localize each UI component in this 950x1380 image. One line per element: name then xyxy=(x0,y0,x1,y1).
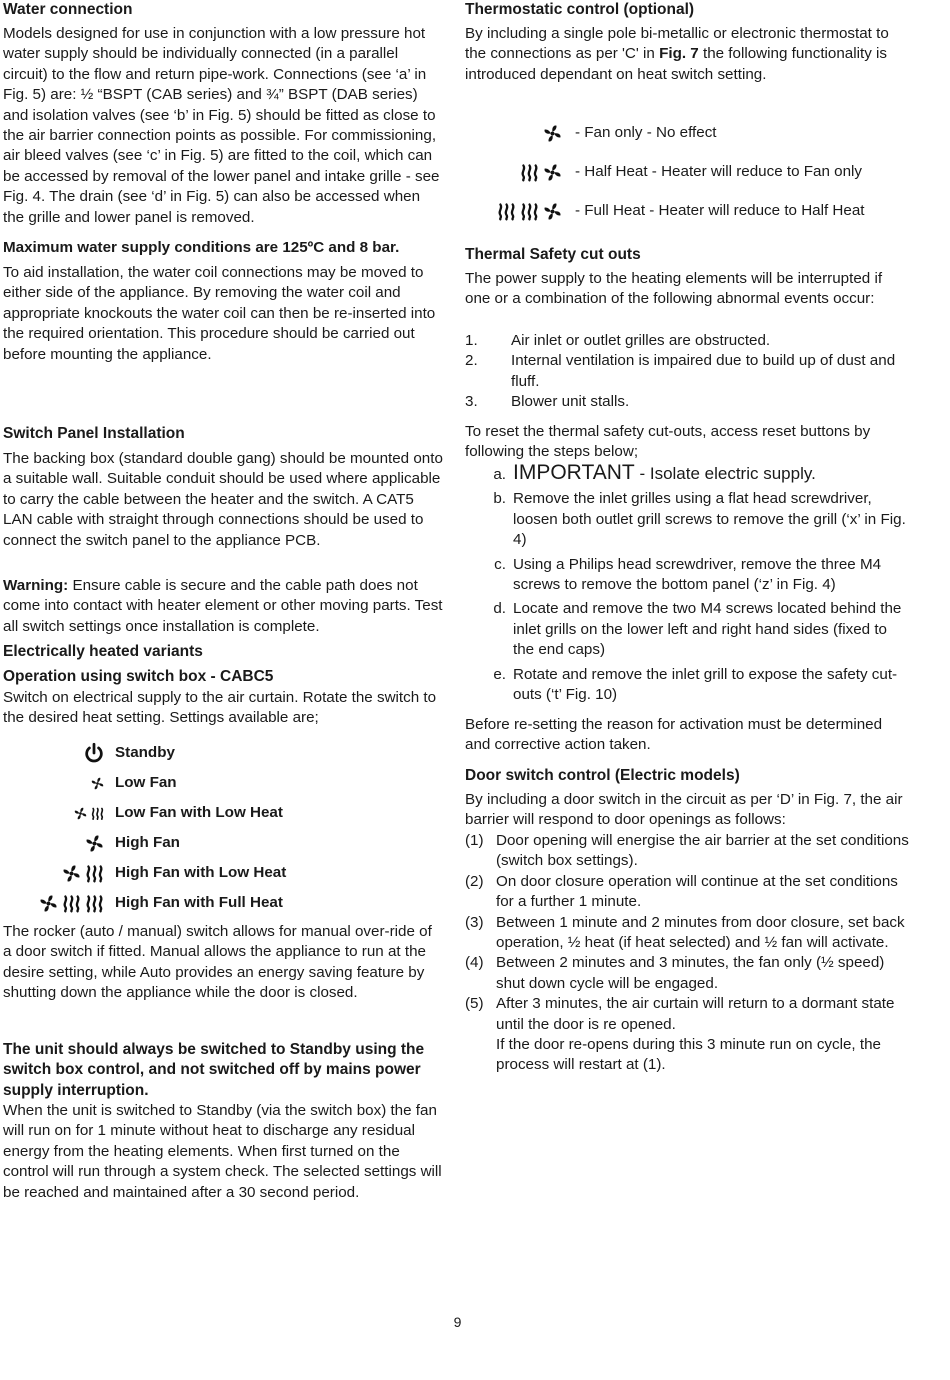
list-item xyxy=(465,463,910,485)
reset-steps-list xyxy=(465,463,910,709)
door-switch-list xyxy=(465,831,910,1076)
list-item xyxy=(465,599,910,660)
list-item xyxy=(465,913,910,954)
list-number: (2) xyxy=(465,872,484,890)
standby-paragraph: When the unit is switched to Standby (via the switch box) the fan will run on for 1 minute without heat to discharge any residual energy from the heating elements. When first turned on the control will run through a system check. The selected settings will be reached and maintained after a 30 second period. xyxy=(3,1102,442,1201)
list-text: Between 2 minutes and 3 minutes, the fan only (½ speed) shut down cycle will be engaged. xyxy=(496,954,885,992)
list-item xyxy=(465,831,910,872)
list-item xyxy=(465,489,910,550)
list-number: a. xyxy=(493,466,506,483)
fan-icon xyxy=(542,123,563,144)
list-text: - Isolate electric supply. xyxy=(634,464,816,483)
heat-icon xyxy=(519,201,540,222)
fan-icon xyxy=(84,833,105,854)
electric-variants-heading: Electrically heated variants xyxy=(3,643,203,660)
thermostat-table xyxy=(465,114,910,231)
important-label: IMPORTANT xyxy=(513,461,635,484)
list-text: Between 1 minute and 2 minutes from door closure, set back operation, ½ heat (if heat selected) and ½ fan will activate. xyxy=(496,913,905,952)
fig-reference: Fig. 7 xyxy=(659,45,699,63)
list-item xyxy=(465,665,910,706)
list-text: Locate and remove the two M4 screws located behind the inlet grills on the lower left and right hand sides (fixed to the end caps) xyxy=(513,600,902,659)
thermal-safety-heading: Thermal Safety cut outs xyxy=(465,246,641,263)
setting-low-fan xyxy=(3,768,443,798)
switch-box-subheading: Operation using switch box - CABC5 xyxy=(3,668,274,685)
list-text: After 3 minutes, the air curtain will return to a dormant state until the door is re opened. xyxy=(496,995,895,1033)
water-connection-paragraph: Models designed for use in conjunction with a low pressure hot water supply should be individually connected (in a parallel circuit) to the flow and return pipe-work. Connections (see ‘a’ in Fig. 5) are: ½ “BSPT (CAB series) and ¾” BSPT (DAB series) and isolation valves (see ‘b’ in Fig. 5) should be fitted as close to the air barrier connection points as possible. For commissioning, air bleed valves (see ‘c’ in Fig. 5) are fitted to the coil, which can be accessed by removal of the lower panel and intake grille - see Fig. 4. The drain (see ‘d’ in Fig. 5) can also be accessed when the grille and lower panel is removed. xyxy=(3,25,440,226)
list-number: (5) xyxy=(465,995,484,1013)
setting-label: High Fan with Full Heat xyxy=(115,893,283,911)
setting-label: Low Fan xyxy=(115,773,177,791)
setting-high-fan-full-heat xyxy=(3,888,443,918)
thermostat-row-text: - Fan only - No effect xyxy=(575,124,717,142)
setting-label: High Fan with Low Heat xyxy=(115,863,287,881)
fan-small-icon xyxy=(73,806,88,821)
fan-icon xyxy=(61,863,82,884)
switch-panel-paragraph: The backing box (standard double gang) should be mounted onto a suitable wall. Suitable conduit should be used where applicable to carry the cable between the heater and the switch. A CAT5 LAN cable with straight through connections should be used to connect the switch panel to the appliance PCB. xyxy=(3,450,443,549)
list-number: 3. xyxy=(465,393,478,411)
list-text: Internal ventilation is impaired due to build up of dust and fluff. xyxy=(511,352,896,390)
thermostat-intro-text: By including a single pole bi-metallic or electronic thermostat to the connections as per 'C' in xyxy=(465,25,889,63)
list-text: On door closure operation will continue at the set conditions for a further 1 minute. xyxy=(496,872,898,911)
thermostat-row-fan-only xyxy=(465,114,910,153)
list-number: (4) xyxy=(465,954,484,972)
thermostat-row-half-heat xyxy=(465,153,910,192)
setting-label: High Fan xyxy=(115,833,180,851)
switch-panel-heading: Switch Panel Installation xyxy=(3,425,185,442)
list-text: Door opening will energise the air barrier at the set conditions (switch box settings). xyxy=(496,832,909,870)
list-item xyxy=(465,953,910,994)
warning-paragraph xyxy=(3,576,445,637)
heat-icon xyxy=(61,893,82,914)
door-switch-intro: By including a door switch in the circuit as per ‘D’ in Fig. 7, the air barrier will respond to door openings as follows: xyxy=(465,791,903,829)
setting-low-fan-low-heat xyxy=(3,798,443,828)
water-connection-heading: Water connection xyxy=(3,1,133,18)
warning-label: Warning: xyxy=(3,577,69,594)
heat-icon xyxy=(84,863,105,884)
list-number: 2. xyxy=(465,352,478,370)
list-text: Blower unit stalls. xyxy=(511,393,630,411)
setting-high-fan xyxy=(3,828,443,858)
list-number: d. xyxy=(493,600,506,618)
rocker-switch-paragraph: The rocker (auto / manual) switch allows for manual over-ride of a door switch if fitted. Manual allows the appliance to run at the desire setting, while Auto provides an energy saving feature by shutting down the appliance while the door is closed. xyxy=(3,923,432,1002)
thermostat-row-full-heat xyxy=(465,192,910,231)
switch-box-intro: Switch on electrical supply to the air curtain. Rotate the switch to the desired heat setting. Settings available are; xyxy=(3,689,437,727)
list-number: c. xyxy=(494,555,506,573)
reset-intro: To reset the thermal safety cut-outs, access reset buttons by following the steps below; xyxy=(465,423,871,461)
settings-list xyxy=(3,738,443,918)
list-item xyxy=(465,872,910,913)
max-water-conditions: Maximum water supply conditions are 125ºC and 8 bar. xyxy=(3,239,400,256)
list-number: 1. xyxy=(465,332,478,349)
fan-icon xyxy=(542,162,563,183)
list-number: (1) xyxy=(465,832,484,849)
list-number: b. xyxy=(493,490,506,508)
fan-icon xyxy=(38,893,59,914)
list-text: Air inlet or outlet grilles are obstructed. xyxy=(511,332,771,349)
thermostat-row-text: - Full Heat - Heater will reduce to Half Heat xyxy=(575,202,865,220)
heat-icon xyxy=(496,201,517,222)
list-number: (3) xyxy=(465,913,484,931)
list-item xyxy=(465,331,910,351)
list-text: Rotate and remove the inlet grill to expose the safety cut-outs (‘t’ Fig. 10) xyxy=(513,665,898,704)
warning-text: Ensure cable is secure and the cable path does not come into contact with heater element or other moving parts. Test all switch settings once installation is complete. xyxy=(3,577,443,635)
water-coil-paragraph: To aid installation, the water coil connections may be moved to either side of the appliance. By removing the water coil and appropriate knockouts the water coil can then be re-inserted into the required orientation. This procedure should be carried out before mounting the appliance. xyxy=(3,264,436,363)
abnormal-events-list xyxy=(465,331,910,413)
power-icon xyxy=(83,742,105,764)
fan-icon xyxy=(542,201,563,222)
thermal-safety-intro: The power supply to the heating elements will be interrupted if one or a combination of the following abnormal events occur: xyxy=(465,270,883,308)
standby-warning: The unit should always be switched to Standby using the switch box control, and not switched off by mains power supply interruption. xyxy=(3,1041,425,1099)
thermostat-intro xyxy=(465,24,905,85)
list-item xyxy=(465,1035,910,1076)
heat-icon xyxy=(519,162,540,183)
thermostat-heading: Thermostatic control (optional) xyxy=(465,1,695,18)
thermostat-row-text: - Half Heat - Heater will reduce to Fan only xyxy=(575,163,862,181)
list-item xyxy=(465,994,910,1035)
fan-small-icon xyxy=(90,776,105,791)
door-switch-heading: Door switch control (Electric models) xyxy=(465,767,740,784)
list-item xyxy=(465,555,910,596)
setting-high-fan-low-heat xyxy=(3,858,443,888)
page-number: 9 xyxy=(453,1314,462,1330)
setting-label: Low Fan with Low Heat xyxy=(115,803,283,821)
list-item xyxy=(465,351,910,392)
list-text: Remove the inlet grilles using a flat head screwdriver, loosen both outlet grill screws to remove the grill (‘x’ in Fig. 4) xyxy=(513,490,906,549)
setting-label: Standby xyxy=(115,743,175,761)
list-item xyxy=(465,392,910,412)
heat-small-icon xyxy=(90,806,105,821)
heat-icon xyxy=(84,893,105,914)
thermostat-intro-text-end: the following functionality is introduced dependant on heat switch setting. xyxy=(465,45,888,83)
setting-standby xyxy=(3,738,443,768)
restart-note: If the door re-opens during this 3 minute run on cycle, the process will restart at (1). xyxy=(496,1036,881,1074)
before-reset-paragraph: Before re-setting the reason for activation must be determined and corrective action taken. xyxy=(465,716,883,754)
list-number: e. xyxy=(493,665,506,683)
list-text: Using a Philips head screwdriver, remove the three M4 screws to remove the bottom panel (‘z’ in Fig. 4) xyxy=(513,555,882,594)
